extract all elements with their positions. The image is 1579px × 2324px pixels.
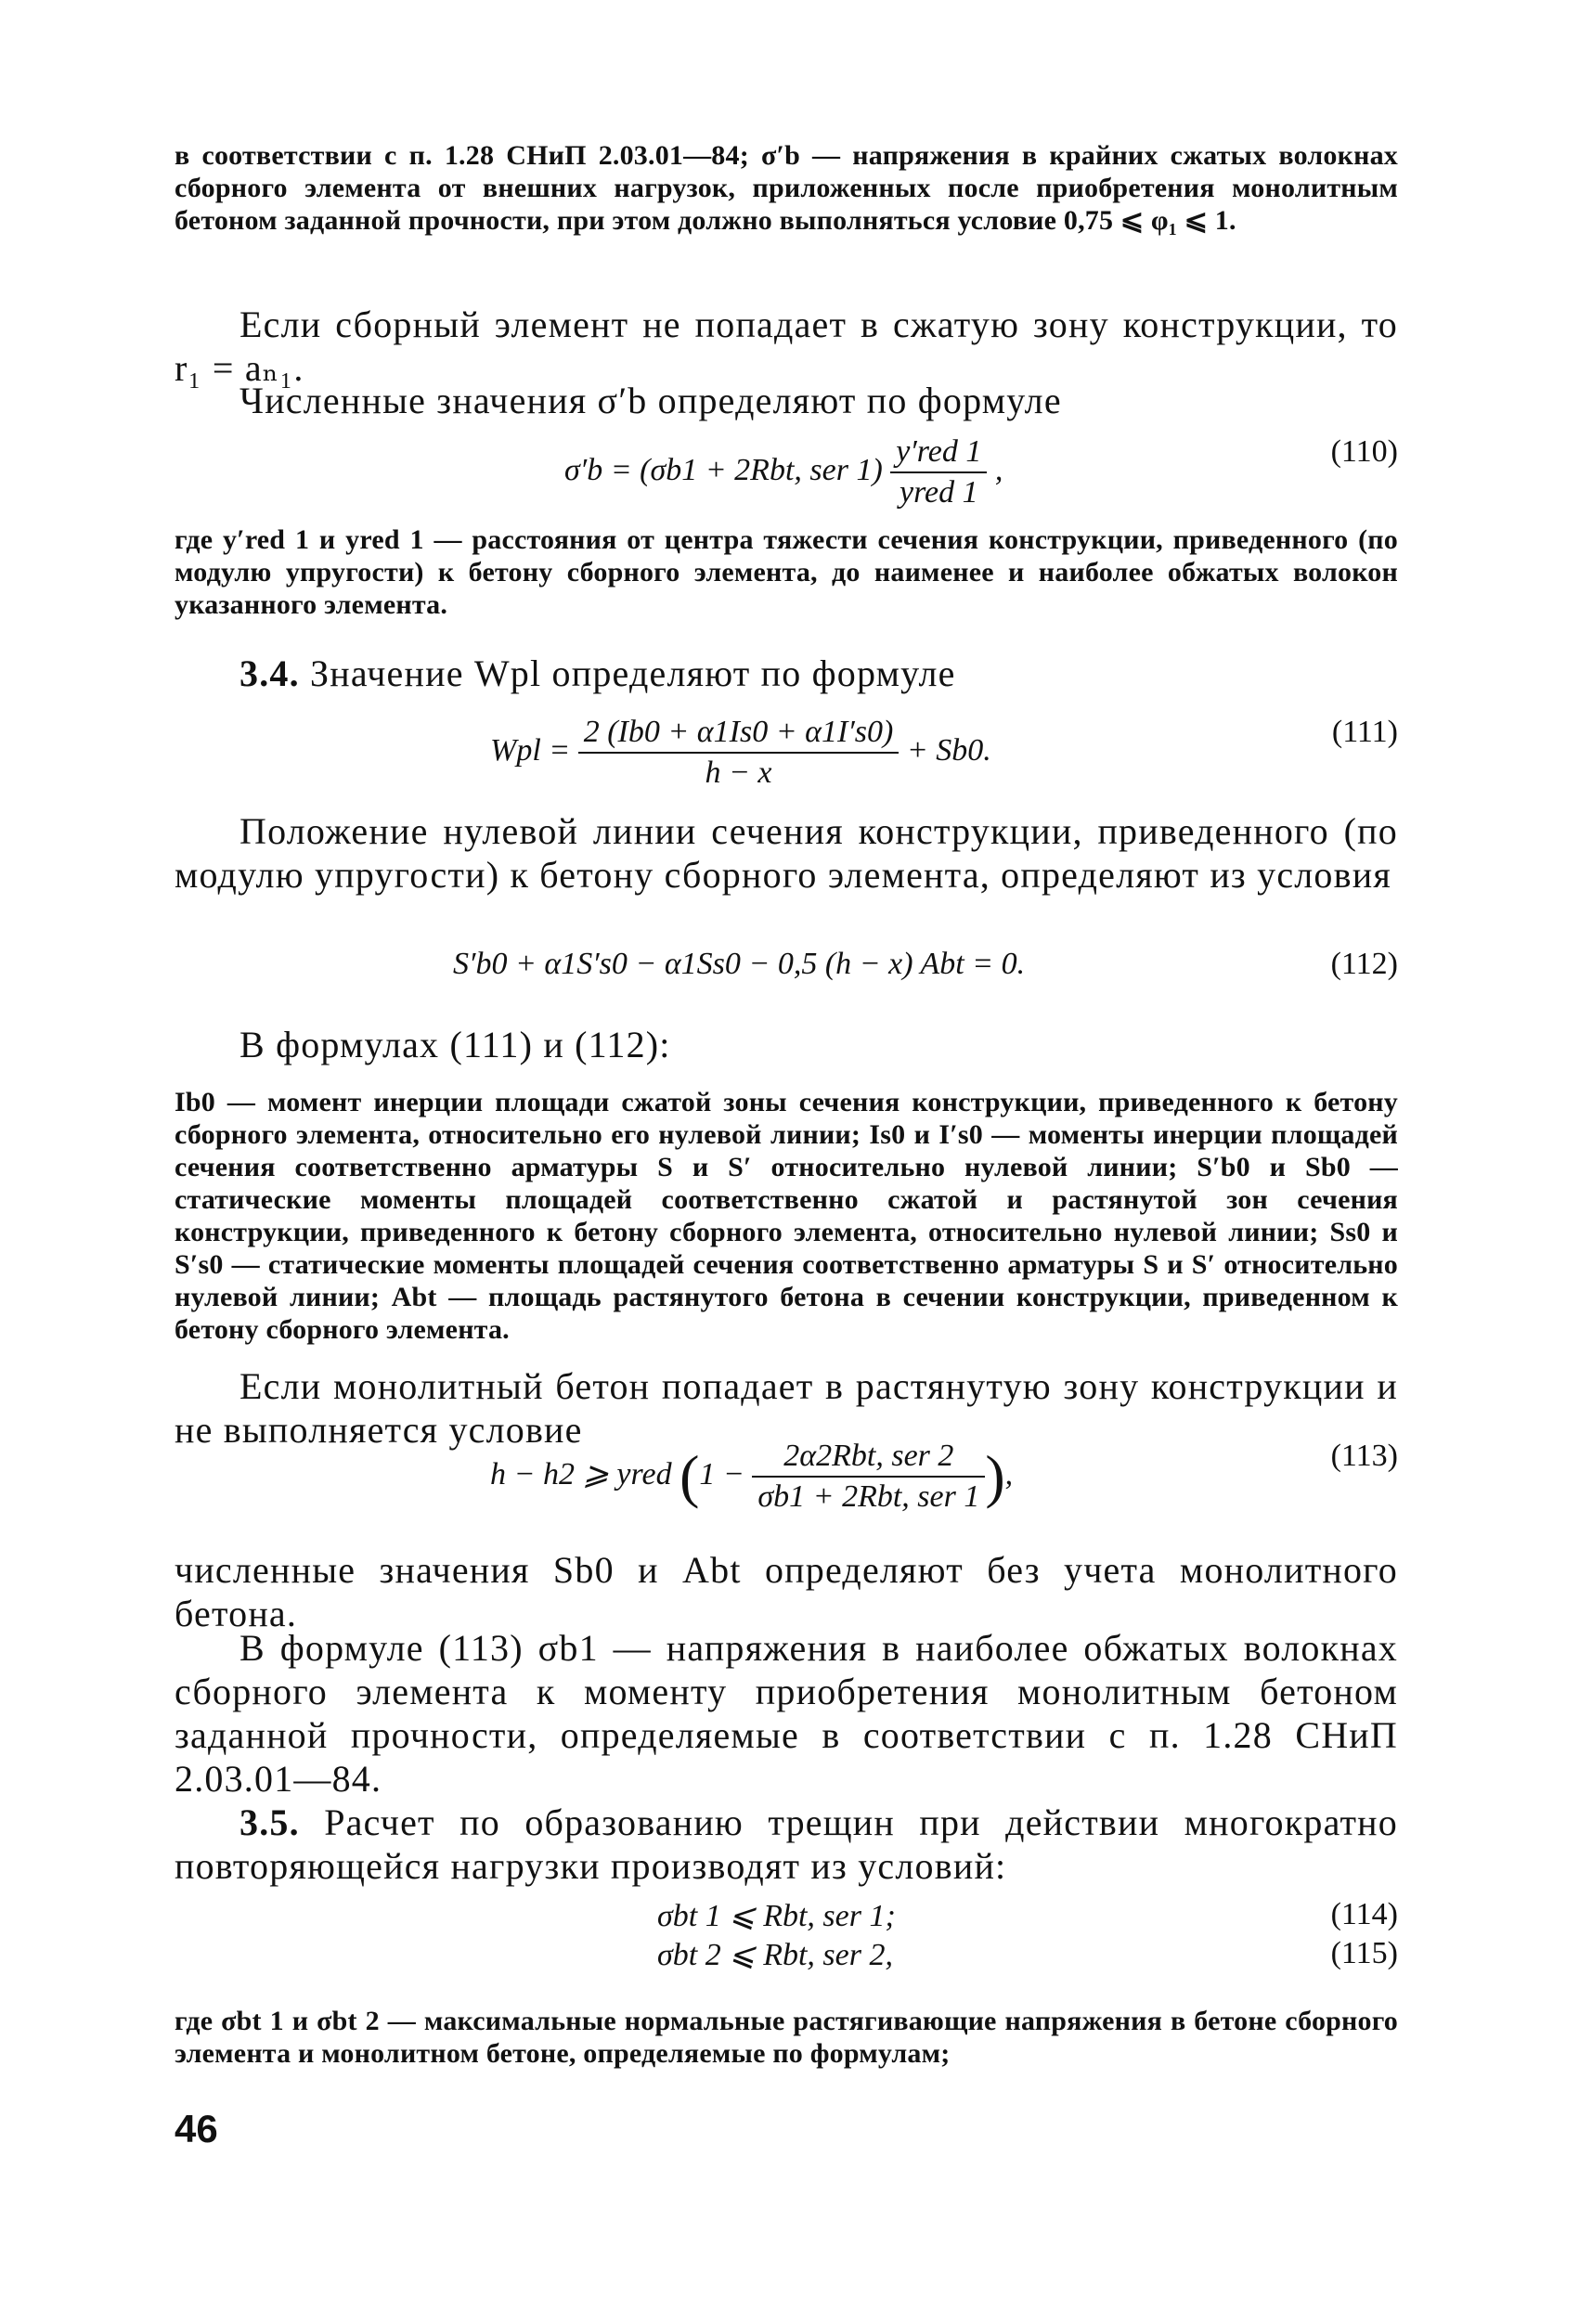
- formula-113-denominator: σb1 + 2Rbt, ser 1: [757, 1479, 980, 1514]
- formula-111-numerator: 2 (Ib0 + α1Is0 + α1I′s0): [578, 715, 900, 754]
- paragraph-12-text: Расчет по образованию трещин при действии многократно повторяющейся нагрузки производят из условий:: [175, 1801, 1398, 1887]
- paragraph-1: в соответствии с п. 1.28 СНиП 2.03.01—84; σ′b — напряжения в крайних сжатых волокнах сборного элемента от внешних нагрузок, приложенных после приобретения монолитным бетоном заданной прочности, при этом должно выполняться условие 0,75 ⩽ φ₁ ⩽ 1.: [175, 140, 1398, 236]
- formula-110-number: (110): [1330, 434, 1398, 469]
- paragraph-5: [175, 652, 1398, 695]
- formula-111-denominator: h − x: [705, 755, 772, 790]
- paragraph-8: Ib0 — момент инерции площади сжатой зоны сечения конструкции, приведенного к бетону сборного элемента, относительно его нулевой линии; Is0 и I′s0 — моменты инерции площадей сечения соответственно арматуры S и S′ относительно нулевой линии; S′b0 и Sb0 — статические моменты площадей соответственно сжатой и растянутой зон сечения конструкции, приведенного к бетону сборного элемента, относительно нулевой линии; Ss0 и S′s0 — статические моменты площадей сечения соответственно арматуры S и S′ относительно нулевой линии; Abt — площадь растянутого бетона в сечении конструкции, приведенном к бетону сборного элемента.: [175, 1087, 1398, 1345]
- paragraph-10: численные значения Sb0 и Abt определяют без учета монолитного бетона.: [175, 1549, 1398, 1634]
- paragraph-12: [175, 1801, 1398, 1888]
- formula-113-lhs: h − h2 ⩾ yred: [490, 1456, 672, 1491]
- formula-110-denominator: yred 1: [900, 475, 978, 510]
- formula-111-lhs: Wpl =: [490, 732, 571, 768]
- formula-112: [175, 947, 1398, 1002]
- formula-112-expression: S′b0 + α1S′s0 − α1Ss0 − 0,5 (h − x) Abt = 0.: [453, 947, 1026, 981]
- section-number-3-4: 3.4.: [239, 652, 300, 694]
- paragraph-7: В формулах (111) и (112):: [239, 1024, 671, 1065]
- formula-115-expression: σbt 2 ⩽ Rbt, ser 2,: [657, 1938, 893, 1972]
- page-number: 46: [175, 2107, 218, 2150]
- paragraph-11: В формуле (113) σb1 — напряжения в наиболее обжатых волокнах сборного элемента к моменту приобретения монолитным бетоном заданной прочности, определяемые в соответствии с п. 1.28 СНиП 2.03.01—84.: [175, 1627, 1398, 1800]
- formula-114-number: (114): [1330, 1897, 1398, 1931]
- formula-111-number: (111): [1331, 715, 1398, 749]
- formula-111-tail: + Sb0.: [906, 732, 991, 768]
- right-paren: ): [985, 1443, 1005, 1509]
- formula-110: [175, 434, 1398, 510]
- paragraph-4: где y′red 1 и yred 1 — расстояния от центра тяжести сечения конструкции, приведенного (по модулю упругости) к бетону сборного элемента, до наименее и наиболее обжатых волокон указанного элемента.: [175, 524, 1398, 620]
- formula-113-number: (113): [1330, 1439, 1398, 1473]
- paragraph-3: Численные значения σ′b определяют по формуле: [239, 380, 1062, 421]
- formula-110-numerator: y′red 1: [890, 434, 987, 473]
- section-number-3-5: 3.5.: [239, 1801, 300, 1843]
- formula-111: [175, 715, 1398, 790]
- left-paren: (: [679, 1443, 700, 1509]
- formula-112-number: (112): [1330, 947, 1398, 981]
- paragraph-2: Если сборный элемент не попадает в сжатую зону конструкции, то r₁ = aₙ₁.: [175, 303, 1398, 389]
- formula-115-number: (115): [1330, 1936, 1398, 1970]
- paragraph-6: Положение нулевой линии сечения конструкции, приведенного (по модулю упругости) к бетону сборного элемента, определяют из условия: [175, 810, 1398, 896]
- formula-114: [175, 1897, 1398, 1934]
- formula-114-expression: σbt 1 ⩽ Rbt, ser 1;: [657, 1899, 896, 1933]
- formula-113-inner-lead: 1 −: [699, 1456, 744, 1491]
- formula-113-numerator: 2α2Rbt, ser 2: [752, 1439, 985, 1478]
- paragraph-13: где σbt 1 и σbt 2 — максимальные нормальные растягивающие напряжения в бетоне сборного элемента и монолитном бетоне, определяемые по формулам;: [175, 2006, 1398, 2069]
- formula-110-lhs: σ′b = (σb1 + 2Rbt, ser 1): [564, 452, 883, 487]
- formula-115: [175, 1936, 1398, 1973]
- formula-113: [175, 1439, 1398, 1514]
- formula-113-tail: ,: [1004, 1456, 1014, 1491]
- paragraph-5-text: Значение Wpl определяют по формуле: [299, 652, 956, 694]
- paragraph-9: Если монолитный бетон попадает в растянутую зону конструкции и не выполняется условие: [175, 1365, 1398, 1451]
- formula-110-tail: ,: [994, 452, 1003, 487]
